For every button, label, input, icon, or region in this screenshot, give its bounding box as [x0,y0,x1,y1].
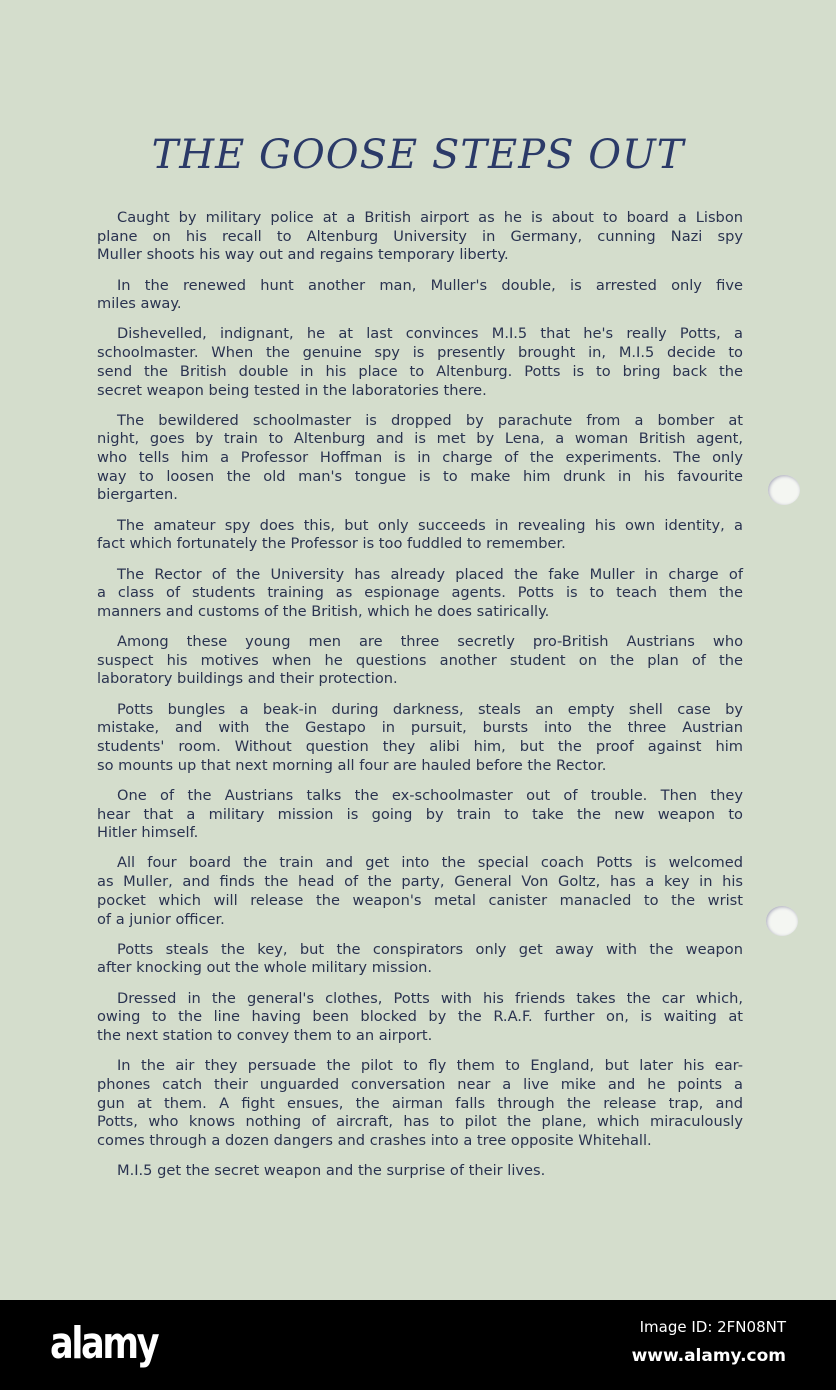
paragraph [97,1057,743,1150]
text-line: a class of students training as espionage agents. Potts is to teach them the [97,584,743,602]
text-line: Among these young men are three secretly pro-British Austrians who [117,633,743,651]
paragraph [97,1162,743,1181]
text-line: hear that a military mission is going by train to take the new weapon to [97,805,743,823]
text-line: The Rector of the University has already placed the fake Muller in charge of [117,565,743,583]
text-line: Potts bungles a beak-in during darkness, steals an empty shell case by [117,700,743,718]
text-line: The amateur spy does this, but only succeeds in revealing his own identity, a [117,516,743,534]
text-line: In the renewed hunt another man, Muller's double, is arrested only five [117,276,743,294]
alamy-logo: alamy [50,1318,158,1369]
text-line: The bewildered schoolmaster is dropped by parachute from a bomber at [117,411,743,429]
text-line: way to loosen the old man's tongue is to make him drunk in his favourite [97,467,743,485]
page-title: THE GOOSE STEPS OUT [151,132,685,178]
text-line: miles away. [97,295,182,313]
text-line: Hitler himself. [97,824,199,842]
paragraph [97,854,743,929]
paragraph [97,277,743,314]
text-line: phones catch their unguarded conversation near a live mike and he points a [97,1075,743,1093]
text-line: who tells him a Professor Hoffman is in charge of the experiments. The only [97,449,743,467]
text-line: Dressed in the general's clothes, Potts with his friends takes the car which, [117,989,743,1007]
paragraph [97,701,743,776]
text-line: gun at them. A fight ensues, the airman falls through the release trap, and [97,1094,743,1112]
text-line: One of the Austrians talks the ex-schoolmaster out of trouble. Then they [117,786,743,804]
text-line: M.I.5 get the secret weapon and the surprise of their lives. [117,1162,546,1180]
text-line: Potts, who knows nothing of aircraft, has to pilot the plane, which miraculously [97,1113,743,1131]
paragraph [97,990,743,1046]
paragraph [97,209,743,265]
paragraph [97,941,743,978]
text-line: plane on his recall to Altenburg University in Germany, cunning Nazi spy [97,227,743,245]
paragraph [97,325,743,400]
text-line: Dishevelled, indignant, he at last convinces M.I.5 that he's really Potts, a [117,325,743,343]
image-id: Image ID: 2FN08NT [639,1318,786,1336]
text-line: so mounts up that next morning all four are hauled before the Rector. [97,756,607,774]
text-line: after knocking out the whole military mission. [97,959,433,977]
text-line: Muller shoots his way out and regains temporary liberty. [97,246,509,264]
text-line: of a junior officer. [97,910,225,928]
text-line: biergarten. [97,486,178,504]
text-line: All four board the train and get into the special coach Potts is welcomed [117,854,743,872]
paragraph [97,787,743,843]
text-line: fact which fortunately the Professor is too fuddled to remember. [97,535,566,553]
text-line: In the air they persuade the pilot to fly them to England, but later his ear- [117,1057,743,1075]
text-line: laboratory buildings and their protection. [97,670,398,688]
punch-hole [768,475,800,505]
text-line: owing to the line having been blocked by the R.A.F. further on, is waiting at [97,1008,743,1026]
paragraph [97,412,743,505]
paragraph [97,633,743,689]
text-line: mistake, and with the Gestapo in pursuit, bursts into the three Austrian [97,719,743,737]
text-line: pocket which will release the weapon's metal canister manacled to the wrist [97,891,743,909]
site-url: www.alamy.com [631,1346,786,1366]
text-line: as Muller, and finds the head of the party, General Von Goltz, has a key in his [97,873,743,891]
synopsis-text [97,209,743,1192]
text-line: Potts steals the key, but the conspirators only get away with the weapon [117,940,743,958]
text-line: comes through a dozen dangers and crashes into a tree opposite Whitehall. [97,1131,652,1149]
text-line: manners and customs of the British, which he does satirically. [97,602,550,620]
paragraph [97,517,743,554]
text-line: students' room. Without question they alibi him, but the proof against him [97,738,743,755]
text-line: the next station to convey them to an airport. [97,1026,433,1044]
text-line: suspect his motives when he questions another student on the plan of the [97,651,743,669]
watermark-banner [0,1300,836,1390]
text-line: schoolmaster. When the genuine spy is presently brought in, M.I.5 decide to [97,344,743,362]
paragraph [97,566,743,622]
text-line: Caught by military police at a British airport as he is about to board a Lisbon [117,209,743,226]
punch-hole [766,906,798,936]
text-line: night, goes by train to Altenburg and is met by Lena, a woman British agent, [97,430,743,448]
text-line: secret weapon being tested in the laboratories there. [97,381,487,399]
text-line: send the British double in his place to Altenburg. Potts is to bring back the [97,362,743,380]
